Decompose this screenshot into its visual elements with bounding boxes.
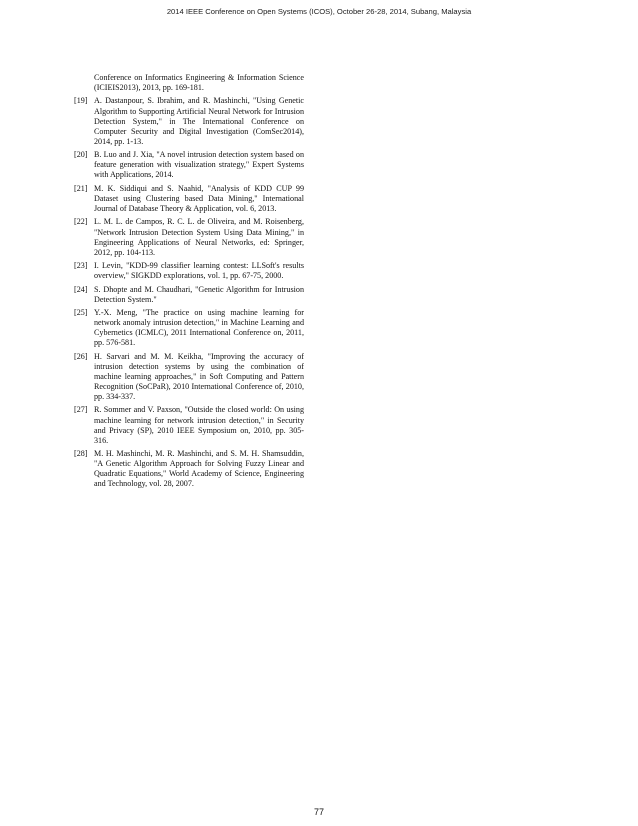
reference-text: S. Dhopte and M. Chaudhari, "Genetic Algorithm for Intrusion Detection System."	[94, 284, 304, 304]
reference-item-25	[74, 308, 304, 348]
reference-text: Conference on Informatics Engineering & Information Science (ICIEIS2013), 2013, pp. 169-181.	[94, 73, 304, 93]
reference-text: L. M. L. de Campos, R. C. L. de Oliveira, and M. Roisenberg, "Network Intrusion Detection System Using Data Mining," in Engineering Applications of Neural Networks, ed: Springer, 2012, pp. 104-113.	[94, 217, 304, 257]
reference-item-20	[74, 150, 304, 180]
reference-item-18-continued	[74, 73, 304, 93]
reference-item-22	[74, 217, 304, 257]
reference-number: [26]	[74, 351, 88, 361]
reference-number: [27]	[74, 405, 88, 415]
reference-item-21	[74, 184, 304, 214]
reference-text: H. Sarvari and M. M. Keikha, "Improving the accuracy of intrusion detection systems by using the combination of machine learning approaches," in Soft Computing and Pattern Recognition (SoCPaR), 2010 International Conference of, 2010, pp. 334-337.	[94, 351, 304, 402]
reference-item-24	[74, 285, 304, 305]
reference-item-26	[74, 352, 304, 402]
reference-text: R. Sommer and V. Paxson, "Outside the closed world: On using machine learning for network intrusion detection," in Security and Privacy (SP), 2010 IEEE Symposium on, 2010, pp. 305-316.	[94, 405, 304, 445]
reference-item-28	[74, 449, 304, 489]
reference-number: [19]	[74, 96, 88, 106]
reference-number: [21]	[74, 183, 88, 193]
reference-text: Y.-X. Meng, "The practice on using machine learning for network anomaly intrusion detection," in Machine Learning and Cybernetics (ICMLC), 2011 International Conference on, 2011, pp. 576-581.	[94, 308, 304, 348]
page-number: 77	[313, 807, 324, 817]
reference-number: [22]	[74, 217, 88, 227]
reference-text: I. Levin, "KDD-99 classifier learning contest: LLSoft's results overview," SIGKDD explorations, vol. 1, pp. 67-75, 2000.	[94, 261, 304, 281]
reference-number: [25]	[74, 308, 88, 318]
reference-number: [23]	[74, 261, 88, 271]
reference-number: [20]	[74, 150, 88, 160]
reference-item-27	[74, 405, 304, 445]
reference-number: [24]	[74, 284, 88, 294]
reference-item-19	[74, 96, 304, 146]
reference-text: M. K. Siddiqui and S. Naahid, "Analysis of KDD CUP 99 Dataset using Clustering based Data Mining," International Journal of Database Theory & Application, vol. 6, 2013.	[94, 183, 304, 214]
reference-text: A. Dastanpour, S. Ibrahim, and R. Mashinchi, "Using Genetic Algorithm to Supporting Artificial Neural Network for Intrusion Detection System," in The International Conference on Computer Security and Digital Investigation (ComSec2014), 2014, pp. 1-13.	[94, 96, 304, 146]
reference-number: [28]	[74, 449, 88, 459]
reference-list	[74, 73, 304, 493]
running-header: 2014 IEEE Conference on Open Systems (ICOS), October 26-28, 2014, Subang, Malaysia	[166, 7, 472, 16]
reference-text: M. H. Mashinchi, M. R. Mashinchi, and S. M. H. Shamsuddin, "A Genetic Algorithm Approach for Solving Fuzzy Linear and Quadratic Equations," World Academy of Science, Engineering and Technology, vol. 28, 2007.	[94, 449, 304, 489]
reference-item-23	[74, 261, 304, 281]
reference-text: B. Luo and J. Xia, "A novel intrusion detection system based on feature generation with visualization strategy," Expert Systems with Applications, 2014.	[94, 150, 304, 180]
